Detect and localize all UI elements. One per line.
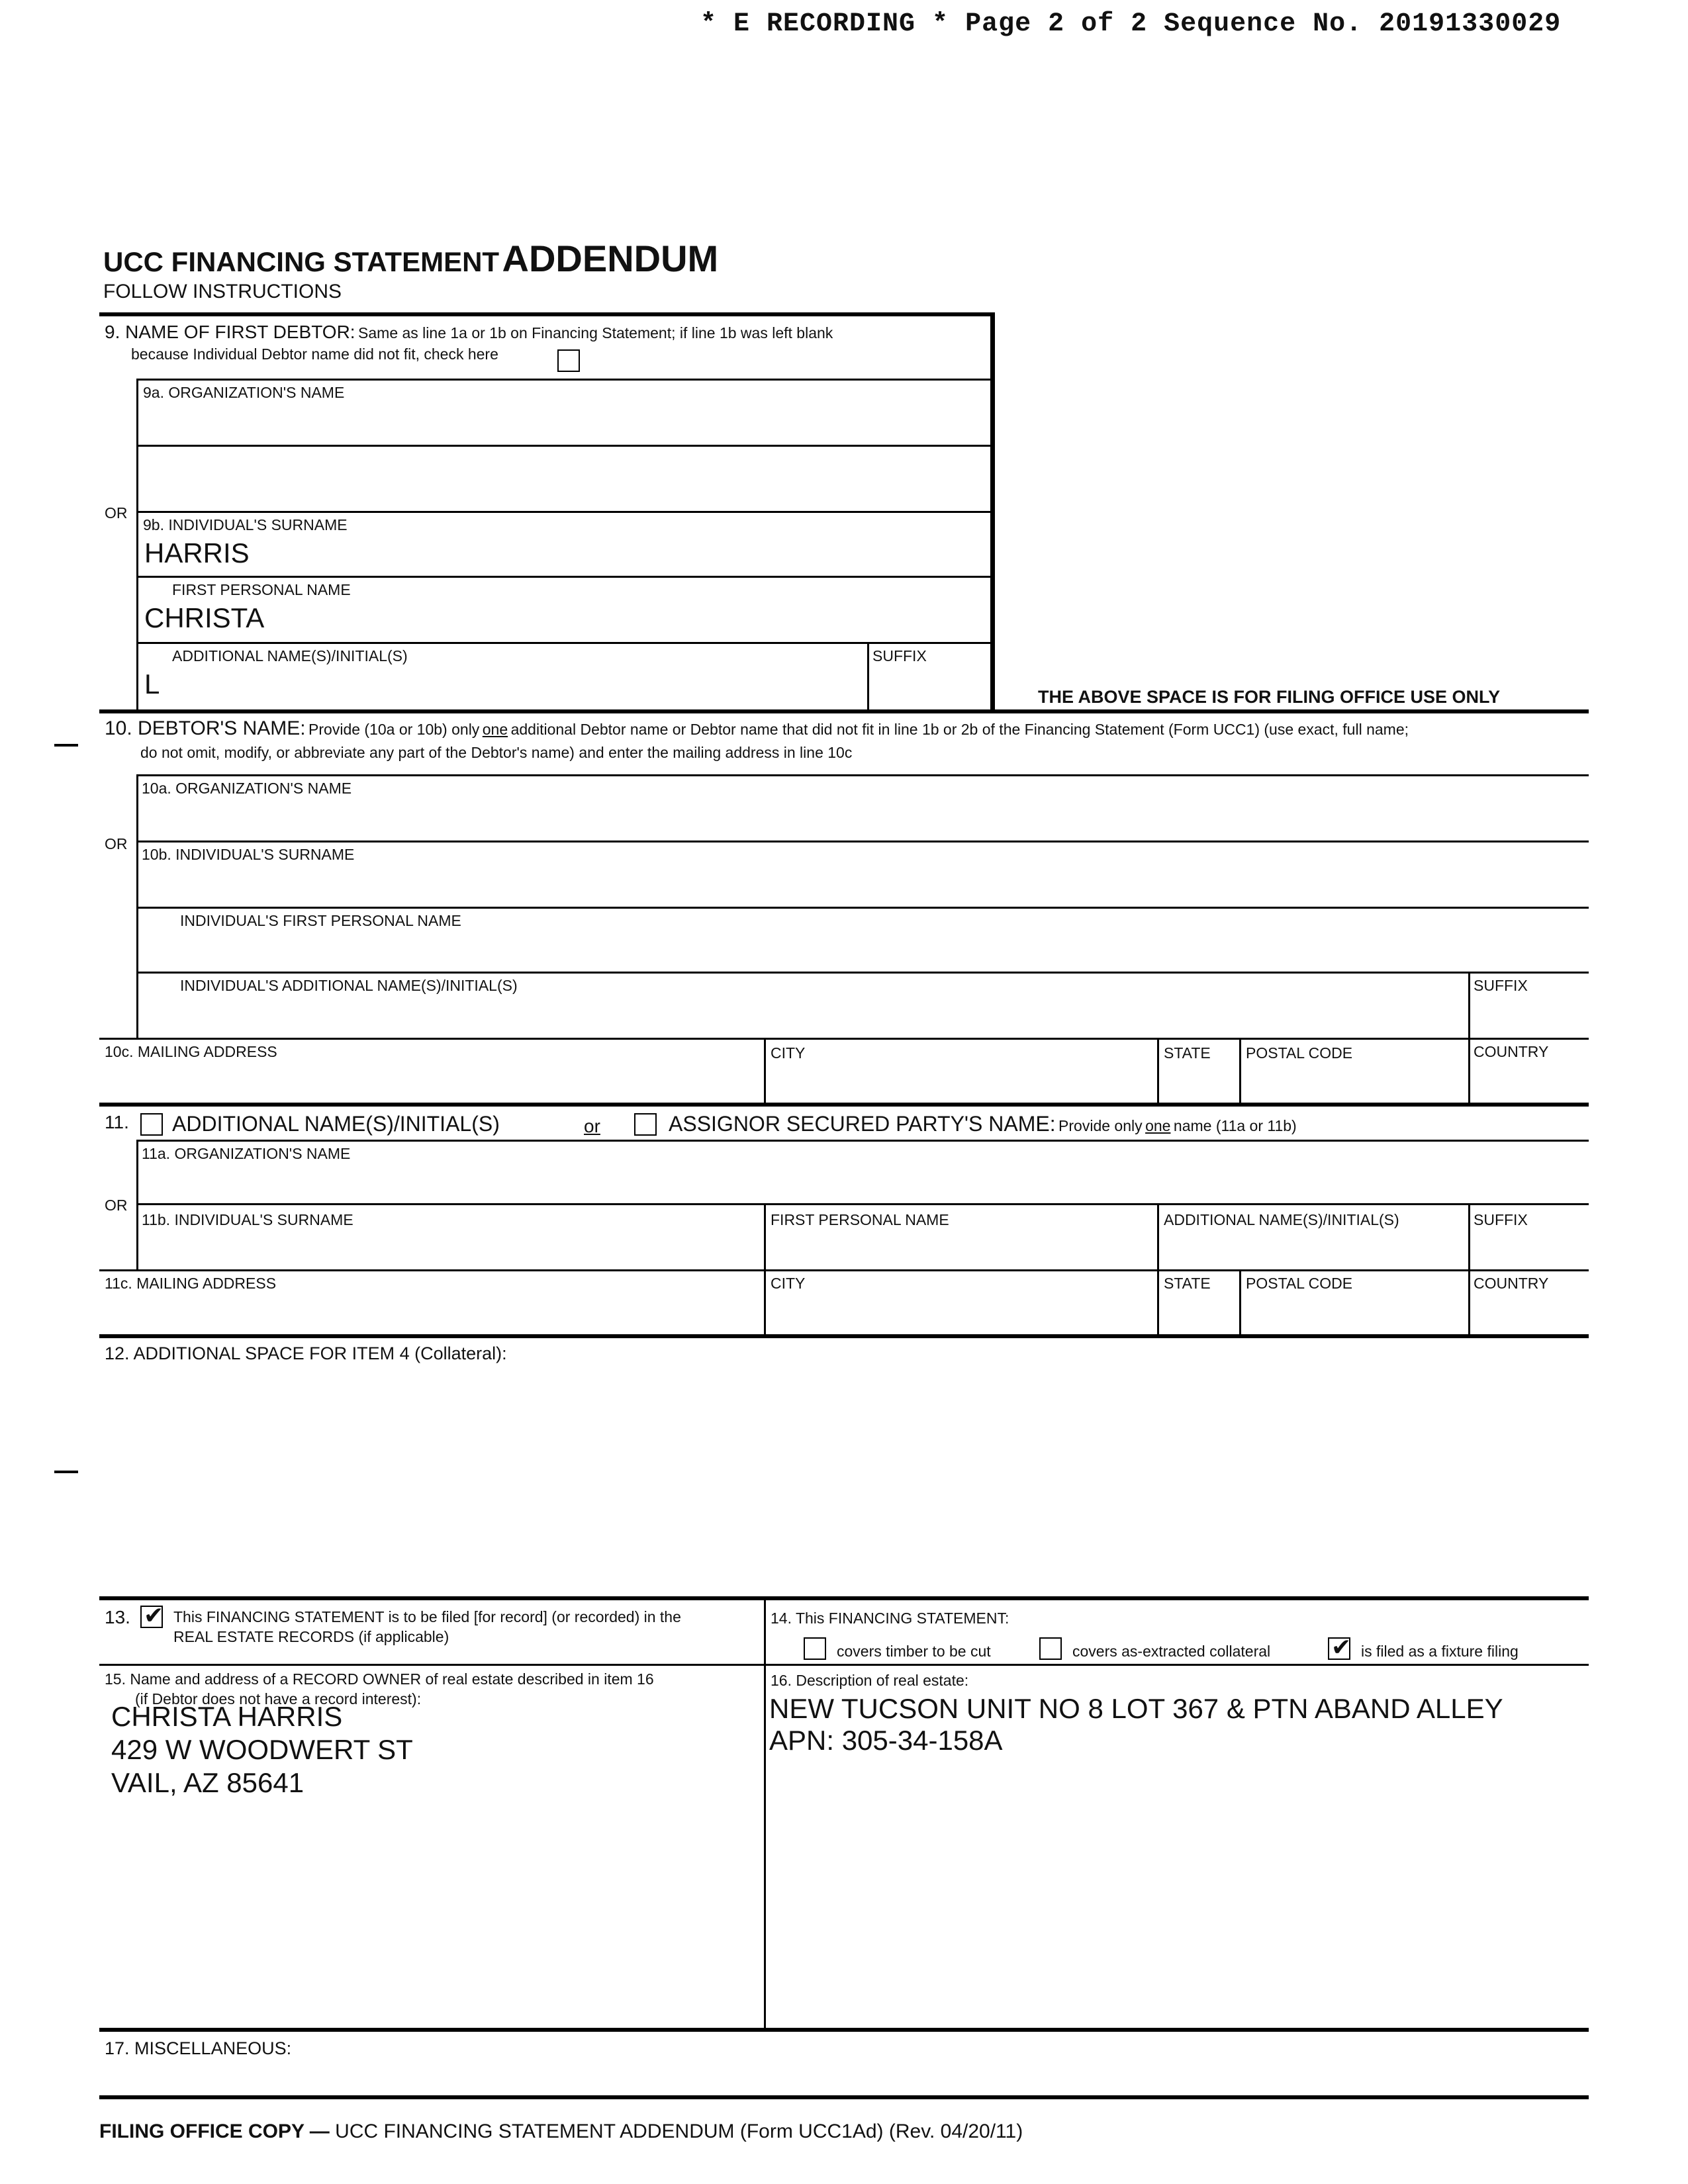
s14-fixture-checkbox[interactable] — [1328, 1634, 1352, 1661]
s14-timber-checkbox[interactable] — [804, 1637, 826, 1660]
s10c-label: 10c. MAILING ADDRESS — [105, 1043, 277, 1060]
s10a-label: 10a. ORGANIZATION'S NAME — [142, 780, 352, 797]
s13-top-border — [99, 1596, 1589, 1600]
s11-country-label: COUNTRY — [1474, 1275, 1549, 1292]
filing-office-note: THE ABOVE SPACE IS FOR FILING OFFICE USE ONLY — [1038, 687, 1501, 707]
margin-tick-1 — [54, 744, 78, 747]
s11-additional-checkbox[interactable] — [140, 1113, 163, 1136]
s9-additional-value: L — [144, 668, 160, 700]
s12-top-border — [99, 1334, 1589, 1338]
s9-suffix-label: SUFFIX — [872, 647, 927, 664]
s13-text1: This FINANCING STATEMENT is to be filed [for record] (or recorded) in the — [173, 1608, 681, 1625]
s11-assignor-checkbox[interactable] — [634, 1113, 657, 1136]
s11-divider-b — [136, 1203, 1589, 1205]
s15-label2: (if Debtor does not have a record interest): — [135, 1690, 422, 1707]
s12-label: 12. ADDITIONAL SPACE FOR ITEM 4 (Collateral): — [105, 1343, 507, 1363]
s10-additional-label: INDIVIDUAL'S ADDITIONAL NAME(S)/INITIAL(S) — [180, 977, 518, 994]
s14-extracted-checkbox[interactable] — [1039, 1637, 1062, 1660]
s9a-label: 9a. ORGANIZATION'S NAME — [143, 384, 345, 401]
s11-or-word: or — [584, 1116, 600, 1136]
s10-heading-line2: do not omit, modify, or abbreviate any part of the Debtor's name) and enter the mailing address in line 10c — [140, 744, 853, 761]
s9-divider-a — [136, 379, 992, 381]
s9-divider-a2 — [136, 445, 992, 447]
s10-divider-b — [136, 841, 1589, 842]
s10-postal-rule — [1239, 1038, 1241, 1104]
s10-heading: 10. DEBTOR'S NAME: Provide (10a or 10b) only one additional Debtor name or Debtor name that did not fit in line 1b or 2b of the Financing Statement (Form UCC1) (use exact, full name; — [105, 717, 1409, 739]
s11-additional-names-label: ADDITIONAL NAME(S)/INITIAL(S) — [1164, 1211, 1399, 1228]
s9-divider-b — [136, 511, 992, 513]
s10-postal-label: POSTAL CODE — [1246, 1044, 1353, 1062]
s9-heading: 9. NAME OF FIRST DEBTOR: Same as line 1a or 1b on Financing Statement; if line 1b was left blank — [105, 322, 833, 342]
s13-text2: REAL ESTATE RECORDS (if applicable) — [173, 1628, 449, 1645]
form-title — [103, 237, 718, 280]
s9b-label: 9b. INDIVIDUAL'S SURNAME — [143, 516, 348, 533]
s11-postal-rule — [1239, 1269, 1241, 1336]
s15-owner-line2: 429 W WOODWERT ST — [111, 1734, 413, 1765]
s15-label1: 15. Name and address of a RECORD OWNER of real estate described in item 16 — [105, 1670, 654, 1688]
s10-state-label: STATE — [1164, 1044, 1211, 1062]
s14-label: 14. This FINANCING STATEMENT: — [771, 1610, 1009, 1627]
s11-or: OR — [105, 1197, 128, 1214]
s11-state-label: STATE — [1164, 1275, 1211, 1292]
s10-first-label: INDIVIDUAL'S FIRST PERSONAL NAME — [180, 912, 461, 929]
title-suffix: ADDENDUM — [502, 238, 719, 279]
follow-instructions: FOLLOW INSTRUCTIONS — [103, 281, 342, 302]
s10b-label: 10b. INDIVIDUAL'S SURNAME — [142, 846, 355, 863]
s14-fixture-label: is filed as a fixture filing — [1361, 1643, 1519, 1660]
s11c-label: 11c. MAILING ADDRESS — [105, 1275, 277, 1292]
s16-description-line1: NEW TUCSON UNIT NO 8 LOT 367 & PTN ABAND ALLEY — [769, 1693, 1503, 1724]
s14-timber-label: covers timber to be cut — [837, 1643, 991, 1660]
s11-first-label: FIRST PERSONAL NAME — [771, 1211, 949, 1228]
s10-divider-d — [136, 972, 1589, 974]
title-prefix: UCC FINANCING STATEMENT — [103, 246, 500, 277]
s17-label: 17. MISCELLANEOUS: — [105, 2038, 292, 2058]
margin-tick-2 — [54, 1471, 78, 1473]
s9-first-value: CHRISTA — [144, 602, 265, 633]
s10-suffix-label: SUFFIX — [1474, 977, 1528, 994]
s10-divider-c — [136, 907, 1589, 909]
s11-postal-label: POSTAL CODE — [1246, 1275, 1353, 1292]
s10-city-label: CITY — [771, 1044, 806, 1062]
s13-14-middle-rule — [764, 1596, 766, 2029]
s9-suffix-rule — [867, 642, 869, 709]
s10-top-border — [99, 709, 1589, 713]
s15-owner-line1: CHRISTA HARRIS — [111, 1701, 343, 1732]
s9-or: OR — [105, 504, 128, 522]
s9-divider-c — [136, 576, 992, 578]
s17-top-border — [99, 2028, 1589, 2032]
s14-extracted-label: covers as-extracted collateral — [1072, 1643, 1271, 1660]
s10-or: OR — [105, 835, 128, 852]
s11-suffix-label: SUFFIX — [1474, 1211, 1528, 1228]
footer — [99, 2120, 1023, 2143]
s16-label: 16. Description of real estate: — [771, 1672, 969, 1689]
s11-top-border — [99, 1103, 1589, 1107]
s16-description-line2: APN: 305-34-158A — [769, 1725, 1003, 1756]
s9-check-here-checkbox[interactable] — [557, 349, 580, 372]
s9b-surname-value: HARRIS — [144, 537, 250, 569]
s9-left-rule — [136, 379, 138, 709]
recording-stamp: * E RECORDING * Page 2 of 2 Sequence No. 20191330029 — [700, 9, 1562, 39]
s10-city-rule — [764, 1038, 766, 1104]
s9-top-border — [99, 312, 994, 316]
footer-bold: FILING OFFICE COPY — — [99, 2120, 330, 2142]
s17-bottom-border — [99, 2095, 1589, 2099]
s11a-label: 11a. ORGANIZATION'S NAME — [142, 1145, 351, 1162]
s11-city-label: CITY — [771, 1275, 806, 1292]
s10-divider-a — [136, 774, 1589, 776]
s13-num: 13. — [105, 1607, 130, 1627]
s9-heading-line2: because Individual Debtor name did not fit, check here — [131, 345, 498, 363]
s9-divider-d — [136, 642, 992, 644]
checkmark-icon: ✔ — [1331, 1634, 1352, 1661]
s10-country-label: COUNTRY — [1474, 1043, 1549, 1060]
s15-owner-line3: VAIL, AZ 85641 — [111, 1767, 305, 1798]
s11-divider-a — [136, 1140, 1589, 1142]
s11-num: 11. — [105, 1112, 129, 1132]
s11-additional-label: ADDITIONAL NAME(S)/INITIAL(S) — [172, 1112, 500, 1136]
s13-real-estate-checkbox[interactable] — [140, 1602, 164, 1629]
s15-top-border — [99, 1664, 1589, 1666]
footer-rest: UCC FINANCING STATEMENT ADDENDUM (Form UCC1Ad) (Rev. 04/20/11) — [335, 2120, 1023, 2142]
checkmark-icon: ✔ — [144, 1602, 164, 1629]
s10-divider-e — [99, 1038, 1589, 1040]
s11b-label: 11b. INDIVIDUAL'S SURNAME — [142, 1211, 353, 1228]
s11-divider-c — [99, 1269, 1589, 1271]
s9-additional-label: ADDITIONAL NAME(S)/INITIAL(S) — [172, 647, 408, 664]
s10-state-rule — [1157, 1038, 1159, 1104]
s11-assignor-heading: ASSIGNOR SECURED PARTY'S NAME: Provide only one name (11a or 11b) — [669, 1112, 1297, 1136]
s9-first-label: FIRST PERSONAL NAME — [172, 581, 351, 598]
